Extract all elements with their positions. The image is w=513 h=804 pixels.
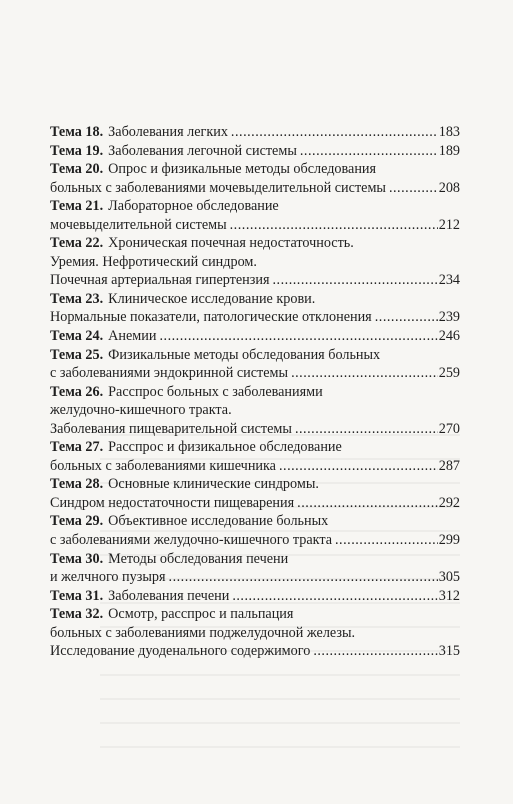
- topic-title: Заболевания легочной системы: [108, 142, 297, 159]
- topic-title: Уремия. Нефротический синдром.: [50, 253, 257, 270]
- dot-leader: [232, 587, 437, 606]
- topic-title: Анемии: [108, 328, 157, 345]
- page-number: 315: [438, 643, 460, 660]
- dot-leader: [375, 308, 438, 327]
- topic-title: Синдром недостаточности пищеварения: [50, 494, 295, 511]
- page-number: 208: [438, 179, 460, 196]
- toc-line: [50, 197, 460, 216]
- toc-line: [50, 123, 460, 142]
- topic-number: Тема 23.: [50, 290, 104, 307]
- dot-leader: [295, 420, 438, 439]
- topic-title: больных с заболеваниями поджелудочной железы.: [50, 624, 356, 641]
- page-number: 287: [438, 457, 460, 474]
- topic-title: желудочно-кишечного тракта.: [50, 402, 232, 419]
- toc-line: [50, 624, 460, 643]
- topic-title: и желчного пузыря: [50, 569, 166, 586]
- topic-title: Объективное исследование больных: [108, 513, 329, 530]
- dot-leader: [389, 179, 438, 198]
- page-number: 246: [438, 328, 460, 345]
- topic-title: Заболевания пищеварительной системы: [50, 420, 292, 437]
- topic-title: Лабораторное обследование: [108, 198, 279, 215]
- toc-line: [50, 512, 460, 531]
- page-number: 183: [438, 124, 460, 140]
- dot-leader: [313, 642, 437, 661]
- dot-leader: [273, 271, 438, 290]
- toc-line: [50, 494, 460, 513]
- toc-line: [50, 587, 460, 606]
- topic-number: Тема 19.: [50, 142, 104, 159]
- topic-title: Методы обследования печени: [108, 550, 289, 567]
- topic-number: Тема 31.: [50, 587, 104, 604]
- topic-number: Тема 21.: [50, 198, 104, 215]
- page-number: 299: [438, 532, 460, 549]
- toc-line: [50, 253, 460, 272]
- toc-line: [50, 531, 460, 550]
- toc-line: [50, 475, 460, 494]
- page-number: 305: [438, 569, 460, 586]
- topic-number: Тема 18.: [50, 124, 104, 140]
- toc-line: [50, 550, 460, 569]
- toc-line: [50, 420, 460, 439]
- topic-number: Тема 25.: [50, 346, 104, 363]
- topic-title: мочевыделительной системы: [50, 216, 227, 233]
- topic-number: Тема 26.: [50, 383, 104, 400]
- topic-title: Клиническое исследование крови.: [108, 290, 316, 307]
- dot-leader: [159, 327, 437, 346]
- toc-line: [50, 142, 460, 161]
- topic-title: с заболеваниями желудочно-кишечного тракта: [50, 532, 332, 549]
- toc-line: [50, 346, 460, 365]
- topic-number: Тема 20.: [50, 161, 104, 178]
- page-number: 312: [438, 587, 460, 604]
- toc-line: [50, 642, 460, 661]
- topic-title: Основные клинические синдромы.: [108, 476, 319, 493]
- dot-leader: [297, 494, 438, 513]
- topic-title: Физикальные методы обследования больных: [108, 346, 381, 363]
- toc-line: [50, 308, 460, 327]
- topic-number: Тема 24.: [50, 328, 104, 345]
- toc-line: [50, 327, 460, 346]
- topic-title: Хроническая почечная недостаточность.: [108, 235, 354, 252]
- dot-leader: [230, 216, 438, 235]
- topic-title: Расспрос и физикальное обследование: [108, 439, 342, 456]
- topic-number: Тема 27.: [50, 439, 104, 456]
- topic-title: Осмотр, расспрос и пальпация: [108, 606, 294, 623]
- toc-line: [50, 179, 460, 198]
- topic-number: Тема 29.: [50, 513, 104, 530]
- toc-line: [50, 234, 460, 253]
- dot-leader: [169, 568, 438, 587]
- page-number: 189: [438, 142, 460, 159]
- toc-line: [50, 216, 460, 235]
- toc-line: [50, 160, 460, 179]
- dot-leader: [279, 457, 438, 476]
- topic-title: Расспрос больных с заболеваниями: [108, 383, 323, 400]
- dot-leader: [291, 364, 438, 383]
- topic-title: Почечная артериальная гипертензия: [50, 272, 270, 289]
- topic-number: Тема 22.: [50, 235, 104, 252]
- toc-line: [50, 457, 460, 476]
- topic-title: с заболеваниями эндокринной системы: [50, 365, 289, 382]
- dot-leader: [335, 531, 438, 550]
- table-of-contents: [50, 123, 460, 661]
- toc-line: [50, 568, 460, 587]
- topic-title: Опрос и физикальные методы обследования: [108, 161, 377, 178]
- page-number: 292: [438, 494, 460, 511]
- toc-line: [50, 401, 460, 420]
- topic-number: Тема 30.: [50, 550, 104, 567]
- page-number: 259: [438, 365, 460, 382]
- toc-line: [50, 438, 460, 457]
- topic-title: больных с заболеваниями кишечника: [50, 457, 276, 474]
- toc-line: [50, 383, 460, 402]
- page-number: 270: [438, 420, 460, 437]
- page-number: 212: [438, 216, 460, 233]
- toc-line: [50, 271, 460, 290]
- topic-title: Заболевания печени: [108, 587, 230, 604]
- toc-line: [50, 290, 460, 309]
- topic-title: больных с заболеваниями мочевыделительной системы: [50, 179, 386, 196]
- toc-line: [50, 605, 460, 624]
- topic-title: Нормальные показатели, патологические отклонения: [50, 309, 372, 326]
- page-number: 234: [438, 272, 460, 289]
- topic-title: Исследование дуоденального содержимого: [50, 643, 311, 660]
- page-number: 239: [438, 309, 460, 326]
- topic-title: Заболевания легких: [108, 124, 228, 140]
- dot-leader: [231, 123, 438, 142]
- toc-line: [50, 364, 460, 383]
- dot-leader: [300, 142, 438, 161]
- topic-number: Тема 28.: [50, 476, 104, 493]
- topic-number: Тема 32.: [50, 606, 104, 623]
